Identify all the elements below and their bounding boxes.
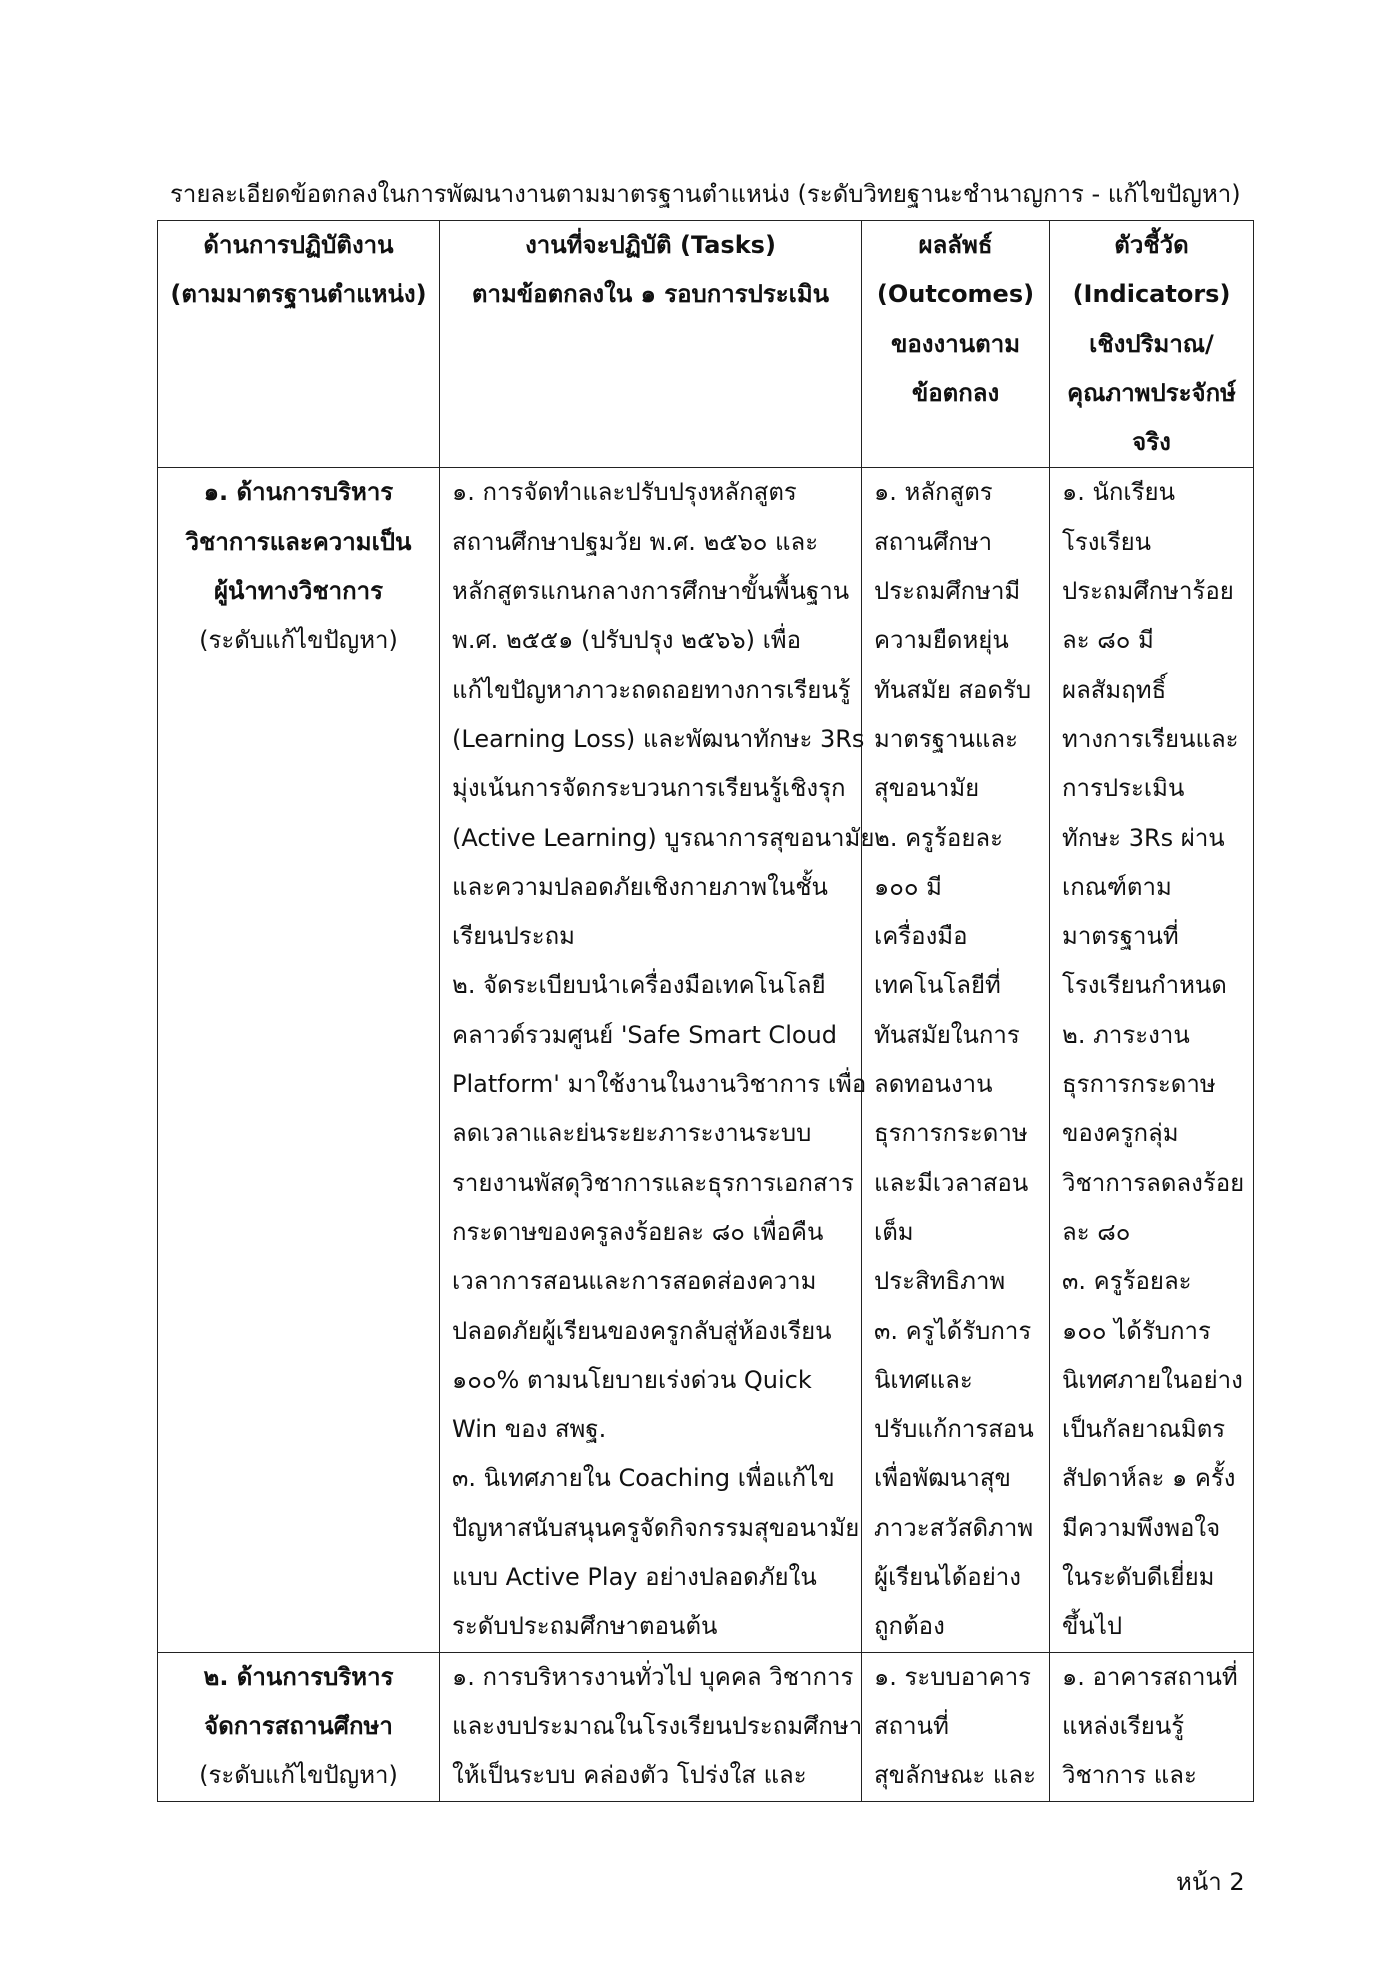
text-line: ลดทอนงาน [874, 1070, 993, 1099]
text-line: Win ของ สพฐ. [452, 1415, 607, 1444]
text-line: ๑. อาคารสถานที่ [1062, 1662, 1238, 1691]
text-line: วิชาการ และ [1062, 1761, 1197, 1790]
header-tasks [440, 221, 862, 468]
text-line: (Outcomes) [876, 280, 1035, 309]
text-line: ธุรการกระดาษ [874, 1119, 1028, 1148]
text-line: ๑. ด้านการบริหาร [203, 478, 394, 507]
text-line: กระดาษของครูลงร้อยละ ๘๐ เพื่อคืน [452, 1217, 824, 1246]
page-number: หน้า 2 [1176, 1868, 1245, 1896]
text-line: ๒. ภาระงาน [1062, 1020, 1190, 1049]
table-row [158, 468, 1254, 1652]
text-line: ละ ๘๐ มี [1062, 626, 1154, 655]
text-line: สถานศึกษา [874, 527, 993, 556]
area-level: (ระดับแก้ไขปัญหา) [199, 626, 398, 655]
text-line: มีความพึงพอใจ [1062, 1513, 1221, 1542]
text-line: ของครูกลุ่ม [1062, 1119, 1179, 1148]
text-line: จัดการสถานศึกษา [204, 1711, 393, 1740]
tasks-cell [440, 468, 875, 1652]
text-line: ประสิทธิภาพ [874, 1267, 1006, 1296]
text-line: ๑. นักเรียน [1062, 478, 1175, 507]
text-line: ของงานตาม [890, 329, 1021, 358]
text-line: สุขอนามัย [874, 774, 980, 803]
text-line: เพื่อพัฒนาสุข [874, 1464, 1011, 1493]
text-line: ขึ้นไป [1062, 1612, 1123, 1641]
text-line: (Indicators) [1072, 280, 1231, 309]
text-line: มุ่งเน้นการจัดกระบวนการเรียนรู้เชิงรุก [452, 774, 846, 803]
text-line: และงบประมาณในโรงเรียนประถมศึกษา [452, 1711, 863, 1740]
area-title [170, 468, 427, 616]
text-line: พ.ศ. ๒๕๕๑ (ปรับปรุง ๒๕๖๖) เพื่อ [452, 626, 802, 655]
text-line: ผลสัมฤทธิ์ [1062, 675, 1167, 704]
text-line: (Learning Loss) และพัฒนาทักษะ 3Rs [452, 724, 865, 753]
text-line: ผู้นำทางวิชาการ [213, 577, 384, 606]
text-line: ถูกต้อง [874, 1612, 945, 1641]
text-line: ทางการเรียนและ [1062, 724, 1239, 753]
text-line: โรงเรียนกำหนด [1062, 971, 1227, 1000]
text-line: ผลลัพธ์ [918, 231, 993, 259]
text-line: ความยืดหยุ่น [874, 626, 1009, 655]
area-title [170, 1653, 427, 1752]
text-line: ๓. นิเทศภายใน Coaching เพื่อแก้ไข [452, 1464, 835, 1493]
indicators-cell [1050, 1652, 1254, 1801]
text-line: รายงานพัสดุวิชาการและธุรการเอกสาร [452, 1168, 854, 1197]
text-line: และมีเวลาสอน [874, 1168, 1029, 1197]
text-line: ทักษะ 3Rs ผ่าน [1062, 823, 1225, 852]
text-line: ทันสมัย สอดรับ [874, 675, 1032, 704]
text-line: ละ ๘๐ [1062, 1217, 1131, 1246]
text-line: แหล่งเรียนรู้ [1062, 1711, 1185, 1740]
text-line: เทคโนโลยีที่ [874, 971, 1001, 1000]
text-line: โรงเรียน [1062, 527, 1152, 556]
text-line: ๓. ครูได้รับการ [874, 1316, 1032, 1345]
text-line: Platform' มาใช้งานในงานวิชาการ เพื่อ [452, 1070, 867, 1099]
text-line: ๒. ครูร้อยละ [874, 823, 1003, 852]
text-line: สถานที่ [874, 1711, 949, 1740]
outcomes-cell [862, 1652, 1050, 1801]
text-line: ในระดับดีเยี่ยม [1062, 1563, 1215, 1592]
text-line: วิชาการและความเป็น [185, 527, 412, 556]
text-line: ๒. ด้านการบริหาร [203, 1662, 394, 1691]
text-line: แบบ Active Play อย่างปลอดภัยใน [452, 1563, 817, 1592]
text-line: ตัวชี้วัด [1114, 231, 1189, 259]
text-line: มาตรฐานที่ [1062, 922, 1179, 951]
text-line: เป็นกัลยาณมิตร [1062, 1415, 1226, 1444]
text-line: ทันสมัยในการ [874, 1020, 1020, 1049]
text-line: และความปลอดภัยเชิงกายภาพในชั้น [452, 872, 828, 901]
header-indicators [1050, 221, 1254, 468]
text-line: ตามข้อตกลงใน ๑ รอบการประเมิน [471, 280, 830, 309]
text-line: มาตรฐานและ [874, 724, 1018, 753]
text-line: (Active Learning) บูรณาการสุขอนามัย [452, 823, 875, 852]
text-line: ด้านการปฏิบัติงาน [203, 231, 394, 259]
text-line: (ตามมาตรฐานตำแหน่ง) [170, 280, 427, 309]
text-line: เกณฑ์ตาม [1062, 872, 1172, 901]
text-line: ปรับแก้การสอน [874, 1415, 1034, 1444]
text-line: แก้ไขปัญหาภาวะถดถอยทางการเรียนรู้ [452, 675, 851, 704]
text-line: สัปดาห์ละ ๑ ครั้ง [1062, 1464, 1236, 1493]
text-line: ประถมศึกษาร้อย [1062, 577, 1234, 606]
text-line: คลาวด์รวมศูนย์ 'Safe Smart Cloud [452, 1020, 837, 1049]
text-line: ปลอดภัยผู้เรียนของครูกลับสู่ห้องเรียน [452, 1316, 832, 1345]
text-line: หลักสูตรแกนกลางการศึกษาขั้นพื้นฐาน [452, 577, 850, 606]
text-line: ผู้เรียนได้อย่าง [874, 1563, 1021, 1592]
text-line: เชิงปริมาณ/ [1089, 329, 1214, 358]
text-line: เต็ม [874, 1217, 914, 1246]
text-line: ประถมศึกษามี [874, 577, 1021, 606]
text-line: ระดับประถมศึกษาตอนต้น [452, 1612, 718, 1641]
text-line: เวลาการสอนและการสอดส่องความ [452, 1267, 817, 1296]
agreement-table [157, 220, 1254, 1802]
text-line: ๑๐๐% ตามนโยบายเร่งด่วน Quick [452, 1365, 812, 1394]
tasks-cell [440, 1652, 862, 1801]
text-line: ๑. การบริหารงานทั่วไป บุคคล วิชาการ [452, 1662, 854, 1691]
text-line: เรียนประถม [452, 922, 575, 951]
text-line: สุขลักษณะ และ [874, 1761, 1036, 1790]
area-cell [158, 1652, 440, 1801]
text-line: ๑. การจัดทำและปรับปรุงหลักสูตร [452, 478, 797, 507]
indicators-cell [1050, 468, 1254, 1652]
text-line: ข้อตกลง [911, 378, 1000, 407]
text-line: งานที่จะปฏิบัติ (Tasks) [525, 231, 776, 259]
outcomes-cell [862, 468, 1050, 1652]
table-header-row [158, 221, 1254, 468]
area-level: (ระดับแก้ไขปัญหา) [199, 1761, 398, 1790]
page-title: รายละเอียดข้อตกลงในการพัฒนางานตามมาตรฐานตำแหน่ง (ระดับวิทยฐานะชำนาญการ - แก้ไขปัญหา) [170, 180, 1241, 208]
header-area [158, 221, 440, 468]
area-cell [158, 468, 440, 1652]
table-row [158, 1652, 1254, 1801]
text-line: เครื่องมือ [874, 922, 968, 951]
text-line: ๑๐๐ มี [874, 872, 942, 901]
text-line: ปัญหาสนับสนุนครูจัดกิจกรรมสุขอนามัย [452, 1513, 860, 1542]
text-line: ให้เป็นระบบ คล่องตัว โปร่งใส และ [452, 1761, 807, 1790]
text-line: จริง [1132, 428, 1171, 457]
text-line: ๑๐๐ ได้รับการ [1062, 1316, 1211, 1345]
text-line: วิชาการลดลงร้อย [1062, 1168, 1245, 1197]
text-line: ธุรการกระดาษ [1062, 1070, 1216, 1099]
text-line: ลดเวลาและย่นระยะภาระงานระบบ [452, 1119, 812, 1148]
text-line: คุณภาพประจักษ์ [1067, 378, 1236, 407]
text-line: ๒. จัดระเบียบนำเครื่องมือเทคโนโลยี [452, 971, 826, 1000]
header-outcomes [862, 221, 1050, 468]
text-line: ๑. หลักสูตร [874, 478, 993, 507]
text-line: ๓. ครูร้อยละ [1062, 1267, 1192, 1296]
text-line: การประเมิน [1062, 774, 1185, 803]
text-line: สถานศึกษาปฐมวัย พ.ศ. ๒๕๖๐ และ [452, 527, 819, 556]
text-line: ภาวะสวัสดิภาพ [874, 1513, 1034, 1542]
text-line: นิเทศภายในอย่าง [1062, 1365, 1243, 1394]
text-line: ๑. ระบบอาคาร [874, 1662, 1032, 1691]
text-line: นิเทศและ [874, 1365, 973, 1394]
